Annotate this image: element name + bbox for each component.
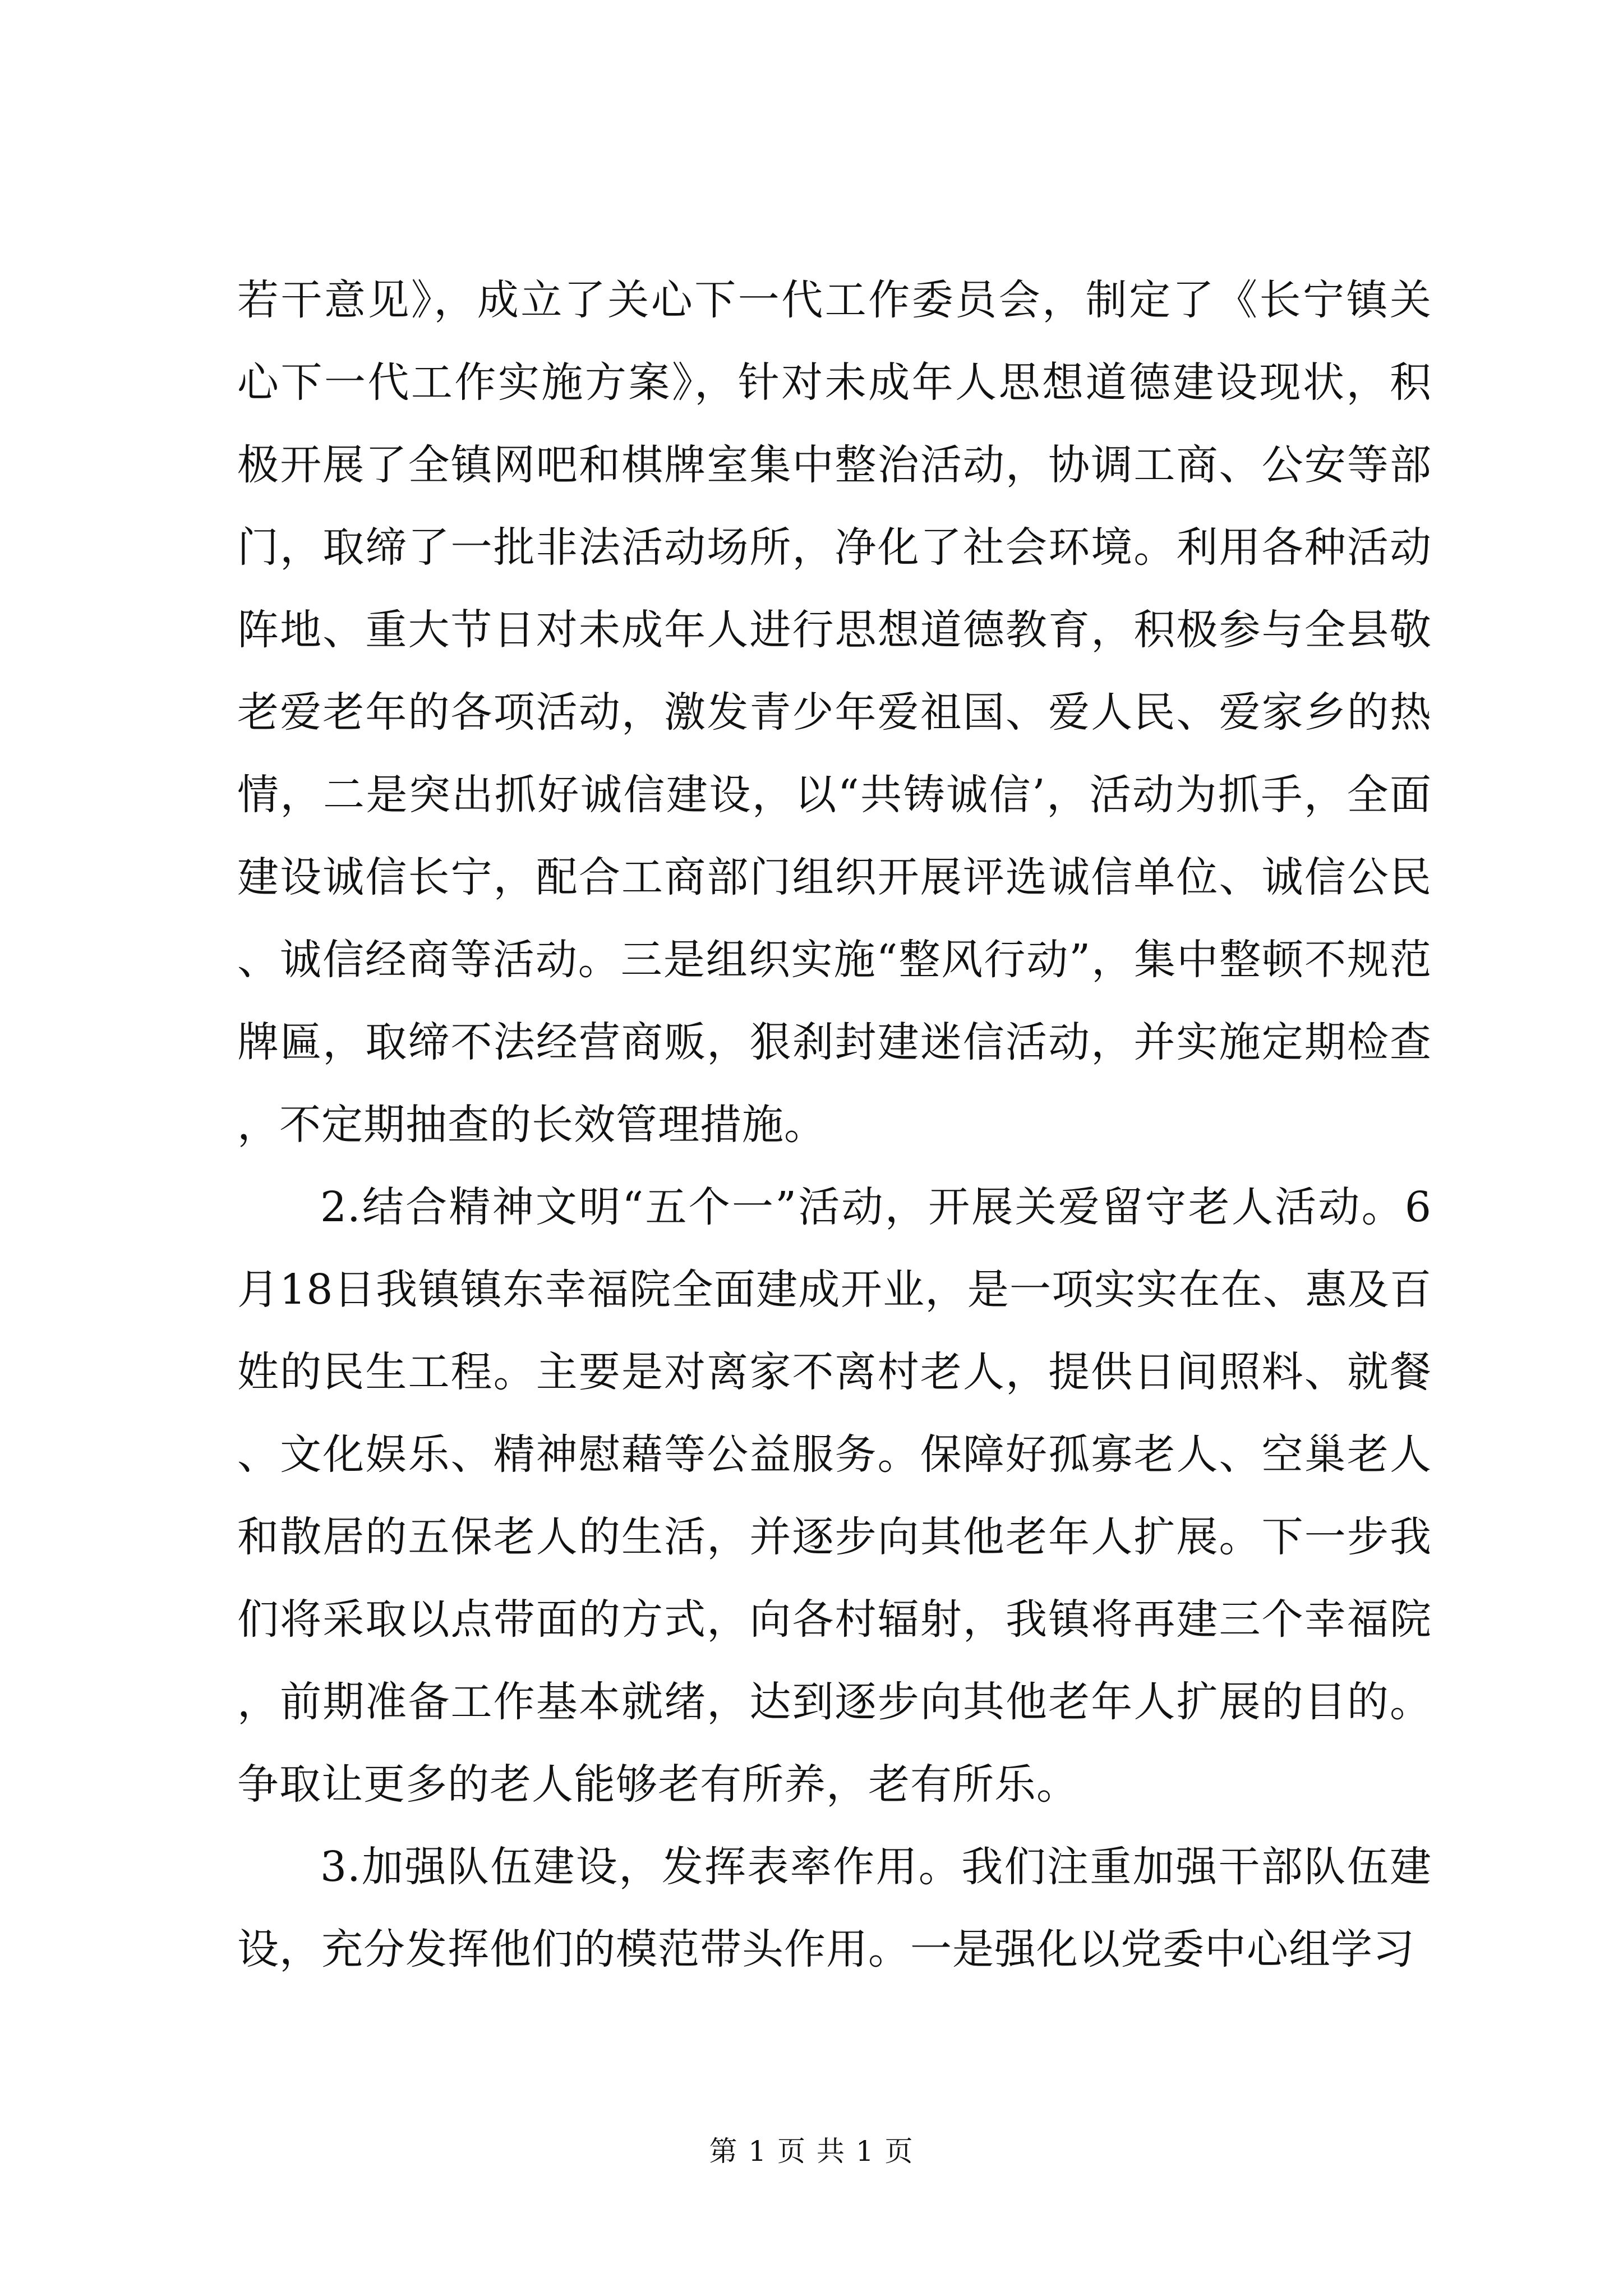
paragraph-1: 若干意见》，成立了关心下一代工作委员会，制定了《长宁镇关心下一代工作实施方案》，针对未成年人思想道德建设现状，积极开展了全镇网吧和棋牌室集中整治活动，协调工商、公安等部门，取缔了一批非法活动场所，净化了社会环境。利用各种活动阵地、重大节日对未成年人进行思想道德教育，积极参与全县敬老爱老年的各项活动，激发青少年爱祖国、爱人民、爱家乡的热情，二是突出抓好诚信建设，以“共铸诚信’，活动为抓手，全面建设诚信长宁，配合工商部门组织开展评选诚信单位、诚信公民、诚信经商等活动。三是组织实施“整风行动”，集中整顿不规范牌匾，取缔不法经营商贩，狠刹封建迷信活动，并实施定期检查，不定期抽查的长效管理措施。 xyxy=(237,276,1432,1149)
paragraph-2: 2.结合精神文明“五个一”活动，开展关爱留守老人活动。6月18日我镇镇东幸福院全面建成开业，是一项实实在在、惠及百姓的民生工程。主要是对离家不离村老人，提供日间照料、就餐、文化娱乐、精神慰藉等公益服务。保障好孤寡老人、空巢老人和散居的五保老人的生活，并逐步向其他老年人扩展。下一步我们将采取以点带面的方式，向各村辐射，我镇将再建三个幸福院，前期准备工作基本就绪，达到逐步向其他老年人扩展的目的。争取让更多的老人能够老有所养，老有所乐。 xyxy=(237,1183,1432,1809)
page-number-footer: 第 1 页 共 1 页 xyxy=(709,2135,914,2168)
paragraph-3: 3.加强队伍建设，发挥表率作用。我们注重加强干部队伍建设，充分发挥他们的模范带头作用。一是强化以党委中心组学习 xyxy=(237,1843,1432,1973)
document-body xyxy=(237,259,1432,1991)
